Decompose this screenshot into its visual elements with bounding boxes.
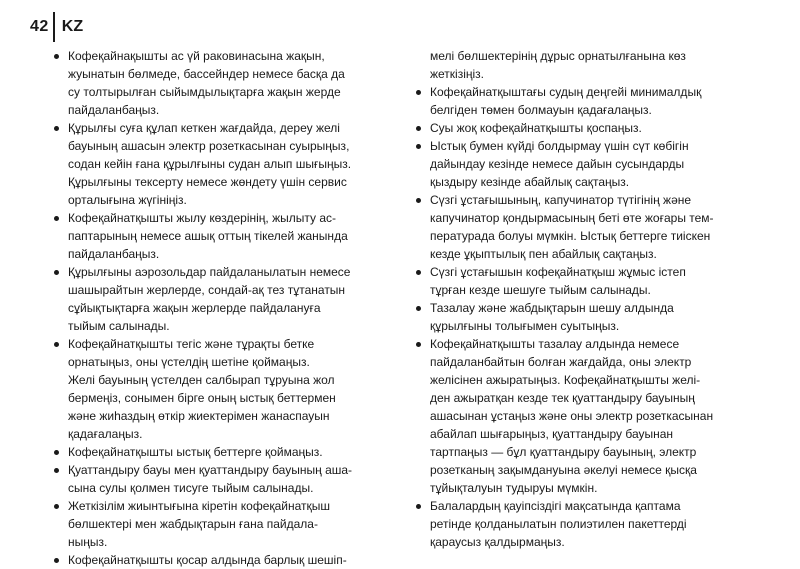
text-line: тұрған кезде шешуге тыйым салынады. (430, 283, 651, 297)
bullet-item (50, 47, 395, 119)
text-line: Кофеқайнатқышты тазалау алдында немесе (430, 337, 680, 351)
header-divider (53, 12, 55, 42)
text-line: абайлап шығарыңыз, қуаттандыру бауынан (430, 427, 674, 441)
text-line: сұйықтықтарға жақын жерлерде пайдалануға (68, 301, 321, 315)
text-line: бермеңіз, сонымен бірге оның ыстық беттермен (68, 391, 336, 405)
bullet-item (50, 551, 395, 569)
left-column (50, 47, 395, 569)
text-line: шашырайтын жерлерде, сондай-ақ тез тұтанатын (68, 283, 346, 297)
text-line: Кофеқайнатқышты қосар алдында барлық шешіп- (68, 553, 347, 567)
bullet-item (50, 497, 395, 551)
text-line: бөлшектері мен жабдықтарын ғана пайдала- (68, 517, 318, 531)
bullet-item (50, 335, 395, 443)
bullet-item (412, 191, 762, 263)
bullet-item (50, 263, 395, 335)
text-line: тұйықталуын тудыруы мүмкін. (430, 481, 598, 495)
text-line: тыйым салынады. (68, 319, 170, 333)
text-line: Балалардың қауіпсіздігі мақсатында қаптама (430, 499, 681, 513)
right-column (412, 47, 762, 551)
text-line: розетканың зақымдануына әкелуі немесе қысқа (430, 463, 697, 477)
text-line: орнатыңыз, оны үстелдің шетіне қоймаңыз. (68, 355, 310, 369)
bullet-item (412, 299, 762, 335)
text-line: орталығына жүгініңіз. (68, 193, 187, 207)
text-line: қадағалаңыз. (68, 427, 143, 441)
text-line: дайындау кезінде немесе дайын сусындарды (430, 157, 685, 171)
text-line: қараусыз қалдырмаңыз. (430, 535, 565, 549)
bullet-item (412, 83, 762, 119)
text-line: Сүзгі ұстағышын кофеқайнатқыш жұмыс істеп (430, 265, 686, 279)
continued-paragraph (412, 47, 762, 83)
text-line: Кофеқайнақышты ас үй раковинасына жақын, (68, 49, 325, 63)
text-line: сына сулы қолмен тисуге тыйым салынады. (68, 481, 314, 495)
text-line: пайдаланбаңыз. (68, 247, 160, 261)
text-line: Қуаттандыру бауы мен қуаттандыру бауының аша- (68, 463, 353, 477)
safety-list-left (50, 47, 395, 569)
text-line: Желі бауының үстелден салбырап тұруына жол (68, 373, 335, 387)
text-line: ныңыз. (68, 535, 108, 549)
text-line: мелі бөлшектерінің дұрыс орнатылғанына көз (430, 49, 686, 63)
text-line: ашасынан ұстаңыз және оны электр розеткасынан (430, 409, 714, 423)
text-line: Суы жоқ кофеқайнатқышты қоспаңыз. (430, 121, 642, 135)
language-code: KZ (61, 18, 84, 35)
text-line: және жиһаздың өткір жиектерімен жанаспауын (68, 409, 330, 423)
bullet-item (412, 137, 762, 191)
text-line: белгіден төмен болмауын қадағалаңыз. (430, 103, 652, 117)
text-line: тартпаңыз — бұл қуаттандыру бауының, электр (430, 445, 697, 459)
bullet-item (412, 335, 762, 497)
text-line: пературада болуы мүмкін. Ыстық беттерге тиіскен (430, 229, 711, 243)
text-line: Ыстық бумен күйді болдырмау үшін сүт көбігін (430, 139, 689, 153)
text-line: Тазалау және жабдықтарын шешу алдында (430, 301, 674, 315)
text-line: пайдаланбаңыз. (68, 103, 160, 117)
safety-list-right (412, 83, 762, 551)
page-number: 42 (30, 18, 49, 35)
text-line: желісінен ажыратыңыз. Кофеқайнатқышты желі- (430, 373, 701, 387)
text-line: жуынатын бөлмеде, бассейндер немесе басқа да (68, 67, 345, 81)
bullet-item (50, 119, 395, 209)
text-line: қыздыру кезінде абайлық сақтаңыз. (430, 175, 630, 189)
page-header (30, 10, 83, 44)
text-line: жеткізіңіз. (430, 67, 485, 81)
text-line: Кофеқайнатқышты жылу көздерінің, жылыту ас- (68, 211, 336, 225)
text-line: Кофеқайнатқышты тегіс және тұрақты бетке (68, 337, 315, 351)
text-line: Кофеқайнатқышты ыстық беттерге қоймаңыз. (68, 445, 323, 459)
bullet-item (412, 497, 762, 551)
bullet-item (412, 263, 762, 299)
text-line: құрылғыны толығымен суытыңыз. (430, 319, 620, 333)
text-line: ретінде қолданылатын полиэтилен пакеттерді (430, 517, 687, 531)
text-line: содан кейін ғана құрылғыны судан алып шығыңыз. (68, 157, 352, 171)
text-line: кезде ұқыптылық пен абайлық сақтаңыз. (430, 247, 657, 261)
text-line: Құрылғыны аэрозольдар пайдаланылатын немесе (68, 265, 351, 279)
text-line: Құрылғы суға құлап кеткен жағдайда, дереу желі (68, 121, 340, 135)
bullet-item (50, 461, 395, 497)
bullet-item (50, 443, 395, 461)
text-line: Құрылғыны тексерту немесе жөндету үшін сервис (68, 175, 347, 189)
bullet-item (50, 209, 395, 263)
text-line: Сүзгі ұстағышының, капучинатор түтігінің және (430, 193, 692, 207)
text-line: су толтырылған сыйымдылықтарға жақын жерде (68, 85, 341, 99)
text-line: пайдаланбайтын болған жағдайда, оны электр (430, 355, 692, 369)
text-line: бауының ашасын электр розеткасынан суырыңыз, (68, 139, 350, 153)
text-line: паптарының немесе ашық оттың тікелей жанында (68, 229, 348, 243)
text-line: Жеткізілім жиынтығына кіретін кофеқайнатқыш (68, 499, 331, 513)
text-line: Кофеқайнатқыштағы судың деңгейі минималдық (430, 85, 702, 99)
text-line: капучинатор қондырмасының беті өте жоғары тем- (430, 211, 714, 225)
bullet-item (412, 119, 762, 137)
text-line: ден ажыратқан кезде тек қуаттандыру бауының (430, 391, 695, 405)
